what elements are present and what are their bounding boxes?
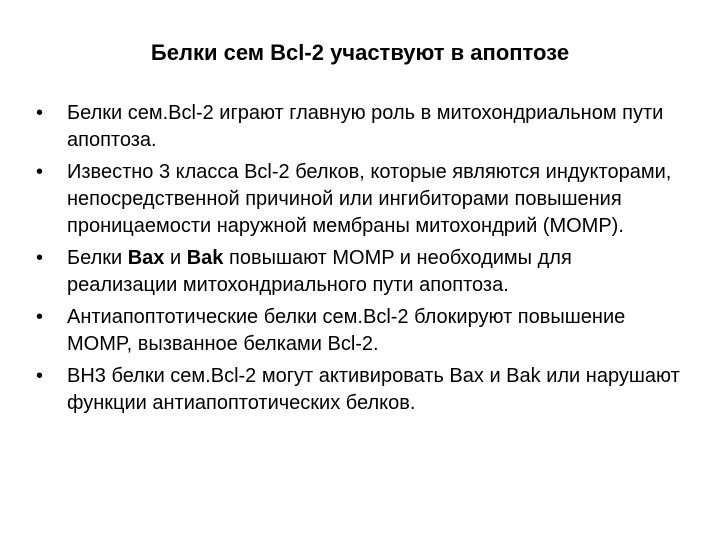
bullet-icon: • [36, 161, 44, 183]
bullet-text-part: Белки [67, 247, 128, 269]
bullet-icon: • [36, 102, 44, 124]
protein-name-bax: Bax [127, 247, 165, 269]
bullet-item-3 [36, 245, 686, 299]
protein-name-bak: Bak [186, 247, 224, 269]
bullet-text: Антиапоптотические белки сем.Bcl-2 блокируют повышение MOMP, вызванное белками Bcl-2. [67, 306, 626, 355]
bullet-list [36, 100, 686, 422]
bullet-text: Белки сем.Bcl-2 играют главную роль в митохондриальном пути апоптоза. [67, 102, 664, 151]
bullet-text: BH3 белки сем.Bcl-2 могут активировать Bax и Bak или нарушают функции антиапоптотических белков. [67, 365, 680, 414]
bullet-icon: • [36, 306, 44, 328]
bullet-text-part: и [164, 247, 187, 269]
bullet-icon: • [36, 365, 44, 387]
bullet-icon: • [36, 247, 44, 269]
bullet-item-2 [36, 159, 686, 240]
slide-title: Белки сем Bcl-2 участвуют в апоптозе [150, 40, 570, 65]
bullet-item-1 [36, 100, 686, 154]
bullet-item-5 [36, 363, 686, 417]
bullet-text: Известно 3 класса Bcl-2 белков, которые являются индукторами, непосредственной причиной или ингибиторами повышения проницаемости наружной мембраны митохондрий (MOMP). [67, 161, 672, 237]
bullet-item-4 [36, 304, 686, 358]
bullet-text-part: повышают MOMP и необходимы для реализации митохондриального пути апоптоза. [67, 247, 572, 296]
